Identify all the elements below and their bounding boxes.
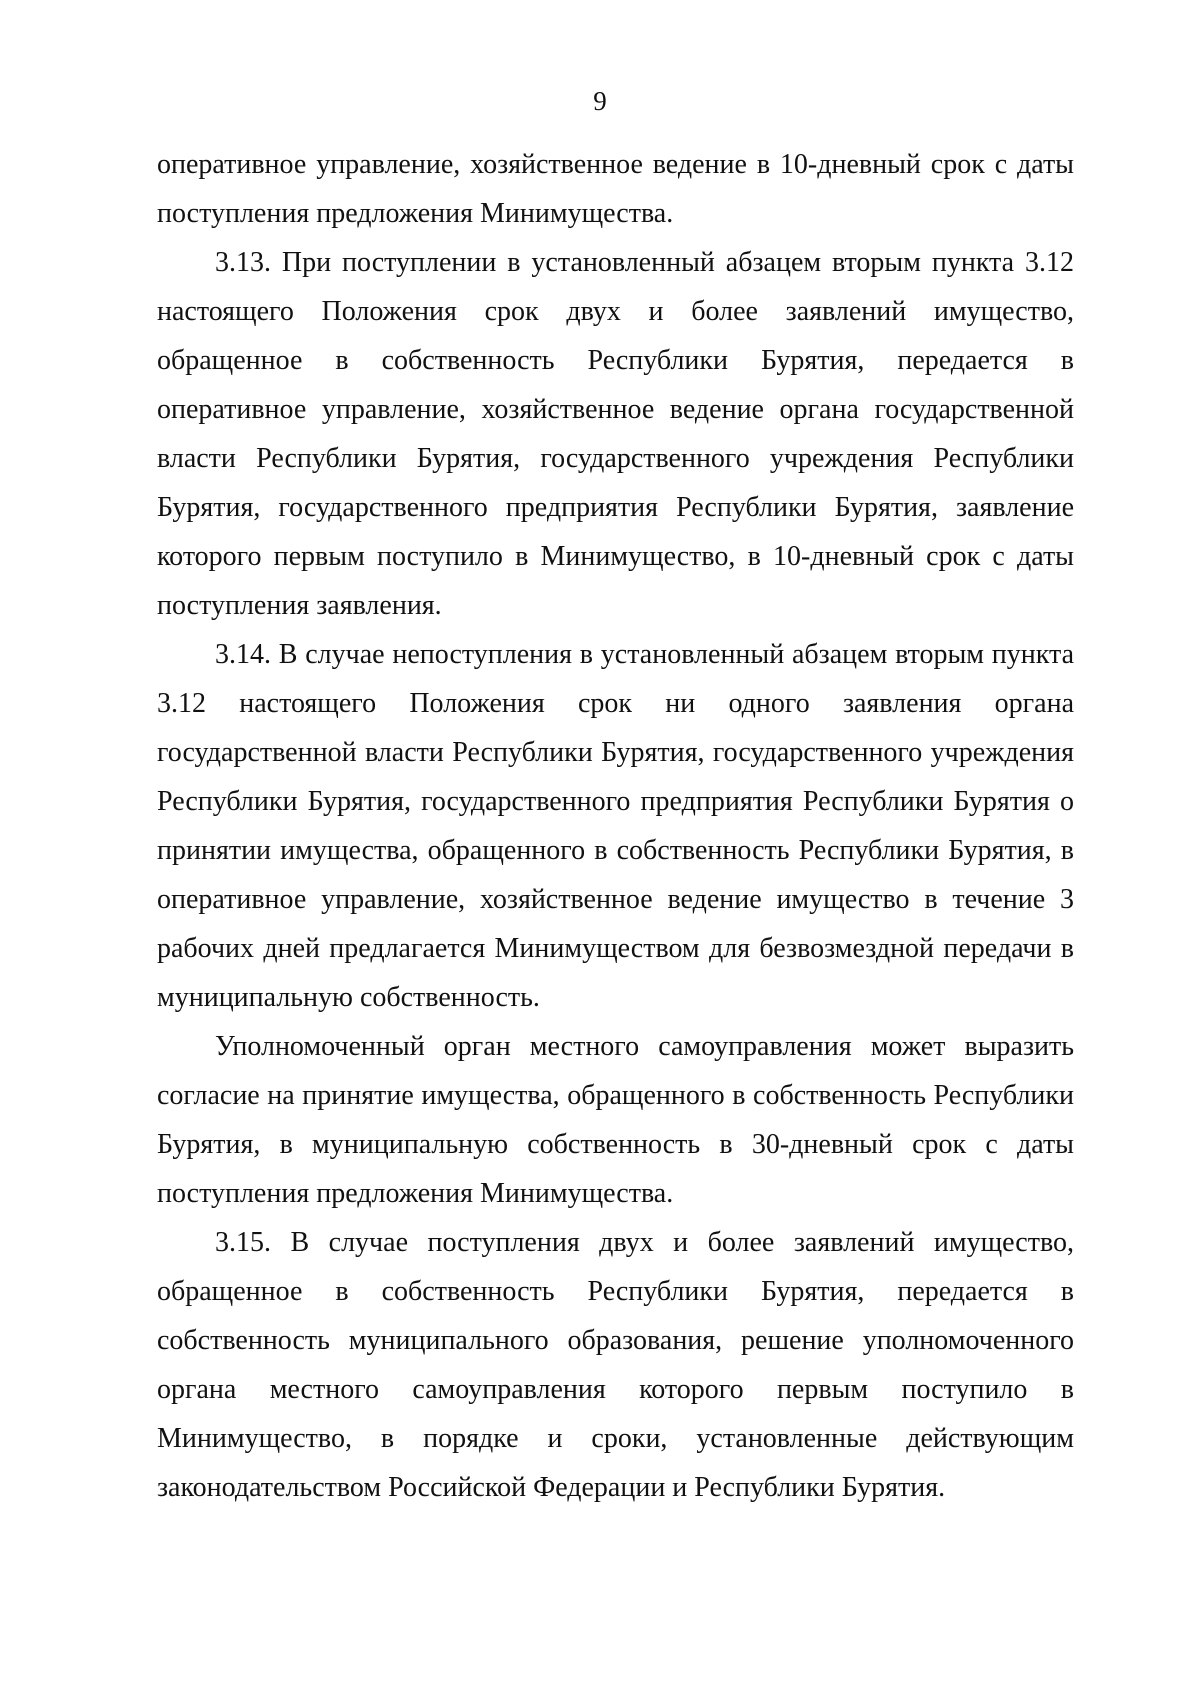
- paragraph-3-15: 3.15. В случае поступления двух и более заявлений имущество, обращенное в собственность Республики Бурятия, передается в собственность муниципального образования, решение уполномоченного органа местного самоуправления которого первым поступило в Минимущество, в порядке и сроки, установленные действующим законодательством Российской Федерации и Республики Бурятия.: [157, 1227, 1074, 1503]
- paragraph-consent: Уполномоченный орган местного самоуправления может выразить согласие на принятие имущества, обращенного в собственность Республики Бурятия, в муниципальную собственность в 30-дневный срок с даты поступления предложения Минимущества.: [157, 1031, 1074, 1209]
- paragraph-continuation: оперативное управление, хозяйственное ведение в 10-дневный срок с даты поступления предложения Минимущества.: [157, 149, 1074, 229]
- paragraph-3-14: 3.14. В случае непоступления в установленный абзацем вторым пункта 3.12 настоящего Положения срок ни одного заявления органа государственной власти Республики Бурятия, государственного учреждения Республики Бурятия, государственного предприятия Республики Бурятия о принятии имущества, обращенного в собственность Республики Бурятия, в оперативное управление, хозяйственное ведение имущество в течение 3 рабочих дней предлагается Минимуществом для безвозмездной передачи в муниципальную собственность.: [157, 639, 1074, 1013]
- document-body: [157, 140, 1074, 1512]
- paragraph-3-13: 3.13. При поступлении в установленный абзацем вторым пункта 3.12 настоящего Положения срок двух и более заявлений имущество, обращенное в собственность Республики Бурятия, передается в оперативное управление, хозяйственное ведение органа государственной власти Республики Бурятия, государственного учреждения Республики Бурятия, государственного предприятия Республики Бурятия, заявление которого первым поступило в Минимущество, в 10-дневный срок с даты поступления заявления.: [157, 247, 1074, 621]
- page-number: 9: [593, 86, 607, 116]
